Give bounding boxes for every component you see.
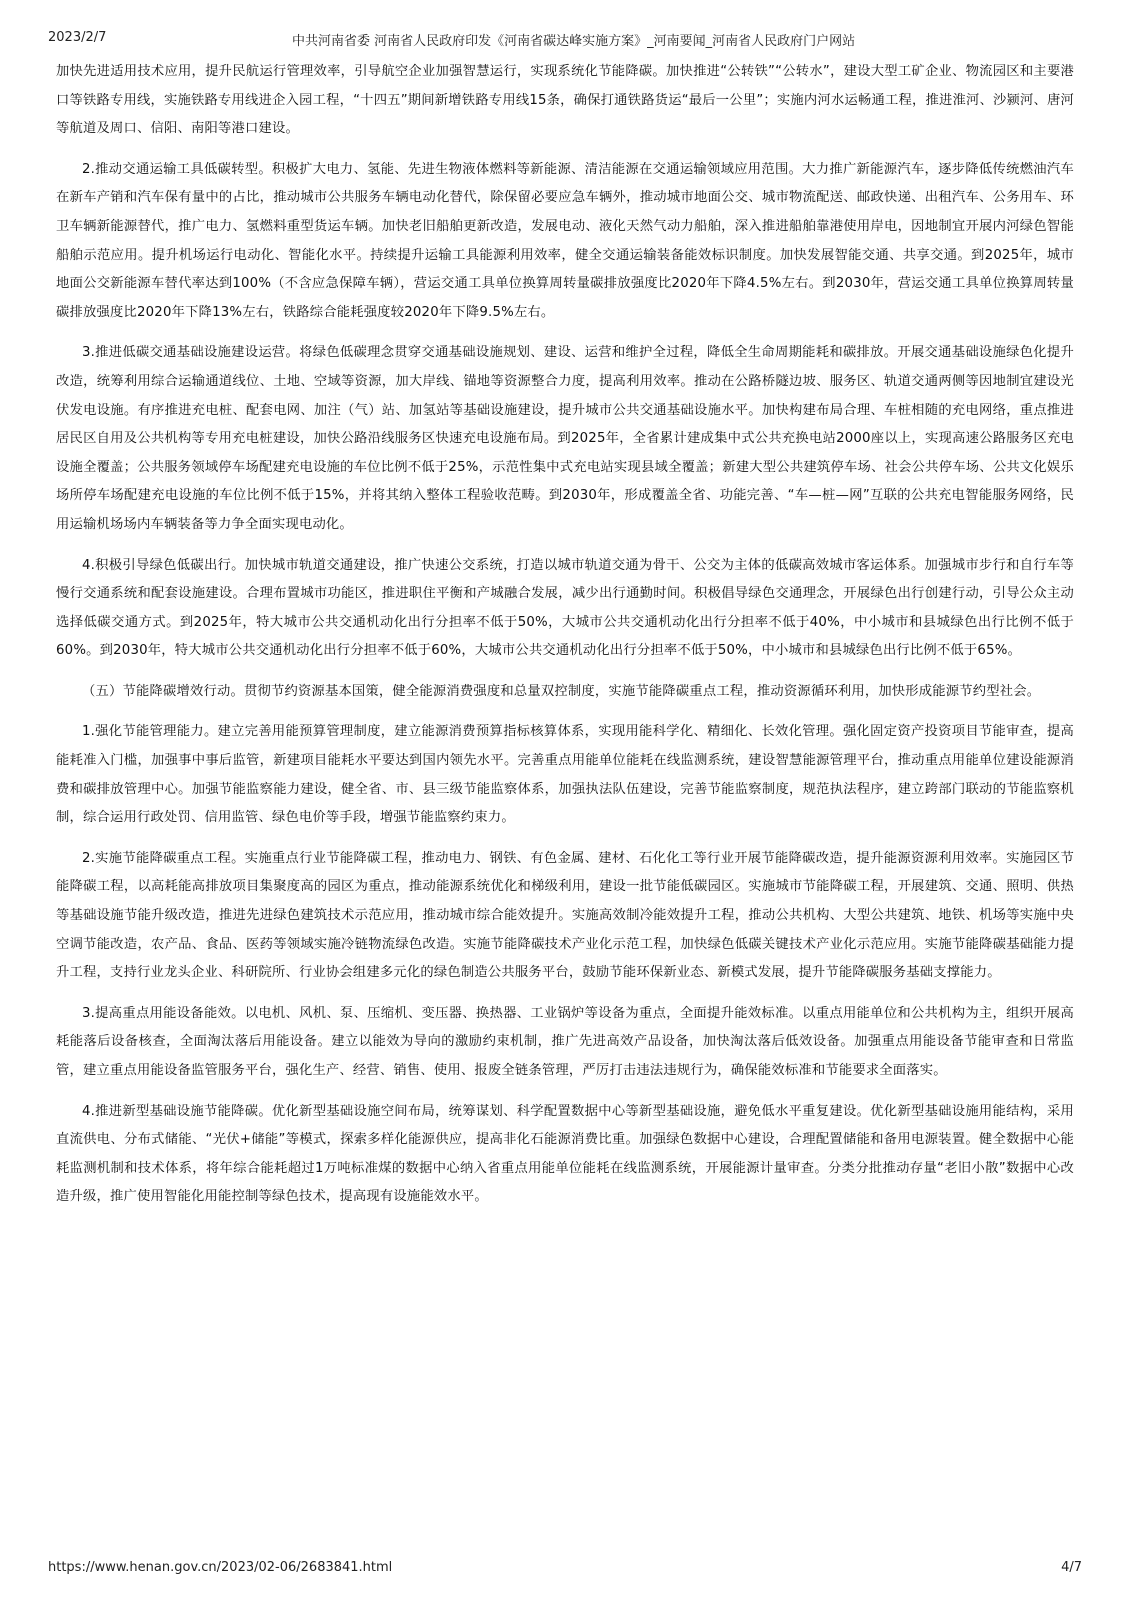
paragraph-transport-vehicles: 2.推动交通运输工具低碳转型。积极扩大电力、氢能、先进生物液体燃料等新能源、清洁能源在交通运输领域应用范围。大力推广新能源汽车，逐步降低传统燃油汽车在新车产销和汽车保有量中的占比，推动城市公共服务车辆电动化替代，除保留必要应急车辆外，推动城市地面公交、城市物流配送、邮政快递、出租汽车、公务用车、环卫车辆新能源替代，推广电力、氢燃料重型货运车辆。加快老旧船舶更新改造，发展电动、液化天然气动力船舶，深入推进船舶靠港使用岸电，因地制宜开展内河绿色智能船舶示范应用。提升机场运行电动化、智能化水平。持续提升运输工具能源利用效率，健全交通运输装备能效标识制度。加快发展智能交通、共享交通。到2025年，城市地面公交新能源车替代率达到100%（不含应急保障车辆），营运交通工具单位换算周转量碳排放强度比2020年下降4.5%左右。到2030年，营运交通工具单位换算周转量碳排放强度比2020年下降13%左右，铁路综合能耗强度较2020年下降9.5%左右。 [56,161,1074,320]
paragraph-energy-management: 1.强化节能管理能力。建立完善用能预算管理制度，建立能源消费预算指标核算体系，实现用能科学化、精细化、长效化管理。强化固定资产投资项目节能审查，提高能耗准入门槛，加强事中事后监管，新建项目能耗水平要达到国内领先水平。完善重点用能单位能耗在线监测系统，建设智慧能源管理平台，推动重点用能单位建设能源消费和碳排放管理中心。加强节能监察能力建设，健全省、市、县三级节能监察体系，加强执法队伍建设，完善节能监察制度，规范执法程序，建立跨部门联动的节能监察机制，综合运用行政处罚、信用监管、绿色电价等手段，增强节能监察约束力。 [56,724,1074,826]
footer-url: https://www.henan.gov.cn/2023/02-06/2683841.html [48,1560,393,1575]
paragraph-continuation: 加快先进适用技术应用，提升民航运行管理效率，引导航空企业加强智慧运行，实现系统化节能降碳。加快推进“公转铁”“公转水”，建设大型工矿企业、物流园区和主要港口等铁路专用线，实施铁路专用线进企入园工程，“十四五”期间新增铁路专用线15条，确保打通铁路货运“最后一公里”；实施内河水运畅通工程，推进淮河、沙颍河、唐河等航道及周口、信阳、南阳等港口建设。 [56,64,1074,137]
page-number: 4/7 [1061,1560,1082,1575]
article-body [56,58,1074,1224]
paragraph-equipment-efficiency: 3.提高重点用能设备能效。以电机、风机、泵、压缩机、变压器、换热器、工业锅炉等设备为重点，全面提升能效标准。以重点用能单位和公共机构为主，组织开展高耗能落后设备核查，全面淘汰落后用能设备。建立以能效为导向的激励约束机制，推广先进高效产品设备，加快淘汰落后低效设备。加强重点用能设备节能审查和日常监管，建立重点用能设备监管服务平台，强化生产、经营、销售、使用、报废全链条管理，严厉打击违法违规行为，确保能效标准和节能要求全面落实。 [56,1005,1074,1078]
paragraph-green-travel: 4.积极引导绿色低碳出行。加快城市轨道交通建设，推广快速公交系统，打造以城市轨道交通为骨干、公交为主体的低碳高效城市客运体系。加强城市步行和自行车等慢行交通系统和配套设施建设。合理布置城市功能区，推进职住平衡和产城融合发展，减少出行通勤时间。积极倡导绿色交通理念，开展绿色出行创建行动，引导公众主动选择低碳交通方式。到2025年，特大城市公共交通机动化出行分担率不低于50%，大城市公共交通机动化出行分担率不低于40%，中小城市和县城绿色出行比例不低于60%。到2030年，特大城市公共交通机动化出行分担率不低于60%，大城市公共交通机动化出行分担率不低于50%，中小城市和县城绿色出行比例不低于65%。 [56,557,1074,659]
paragraph-new-infrastructure: 4.推进新型基础设施节能降碳。优化新型基础设施空间布局，统筹谋划、科学配置数据中心等新型基础设施，避免低水平重复建设。优化新型基础设施用能结构，采用直流供电、分布式储能、“光伏+储能”等模式，探索多样化能源供应，提高非化石能源消费比重。加强绿色数据中心建设，合理配置储能和备用电源装置。健全数据中心能耗监测机制和技术体系，将年综合能耗超过1万吨标准煤的数据中心纳入省重点用能单位能耗在线监测系统，开展能源计量审查。分类分批推动存量“老旧小散”数据中心改造升级，推广使用智能化用能控制等绿色技术，提高现有设施能效水平。 [56,1103,1074,1205]
print-date: 2023/2/7 [48,30,107,45]
paragraph-low-carbon-infrastructure: 3.推进低碳交通基础设施建设运营。将绿色低碳理念贯穿交通基础设施规划、建设、运营和维护全过程，降低全生命周期能耗和碳排放。开展交通基础设施绿色化提升改造，统筹利用综合运输通道线位、土地、空域等资源，加大岸线、锚地等资源整合力度，提高利用效率。推动在公路桥隧边坡、服务区、轨道交通两侧等因地制宜建设光伏发电设施。有序推进充电桩、配套电网、加注（气）站、加氢站等基础设施建设，提升城市公共交通基础设施水平。加快构建布局合理、车桩相随的充电网络，重点推进居民区自用及公共机构等专用充电桩建设，加快公路沿线服务区快速充电设施布局。到2025年，全省累计建成集中式公共充换电站2000座以上，实现高速公路服务区充电设施全覆盖；公共服务领域停车场配建充电设施的车位比例不低于25%，示范性集中式充电站实现县域全覆盖；新建大型公共建筑停车场、社会公共停车场、公共文化娱乐场所停车场配建充电设施的车位比例不低于15%，并将其纳入整体工程验收范畴。到2030年，形成覆盖全省、功能完善、“车—桩—网”互联的公共充电智能服务网络，民用运输机场场内车辆装备等力争全面实现电动化。 [56,345,1074,532]
page-title: 中共河南省委 河南省人民政府印发《河南省碳达峰实施方案》_河南要闻_河南省人民政府门户网站 [292,34,856,49]
paragraph-key-projects: 2.实施节能降碳重点工程。实施重点行业节能降碳工程，推动电力、钢铁、有色金属、建材、石化化工等行业开展节能降碳改造，提升能源资源利用效率。实施园区节能降碳工程，以高耗能高排放项目集聚度高的园区为重点，推动能源系统优化和梯级利用，建设一批节能低碳园区。实施城市节能降碳工程，开展建筑、交通、照明、供热等基础设施节能升级改造，推进先进绿色建筑技术示范应用，推动城市综合能效提升。实施高效制冷能效提升工程，推动公共机构、大型公共建筑、地铁、机场等实施中央空调节能改造，农产品、食品、医药等领域实施冷链物流绿色改造。实施节能降碳技术产业化示范工程，加快绿色低碳关键技术产业化示范应用。实施节能降碳基础能力提升工程，支持行业龙头企业、科研院所、行业协会组建多元化的绿色制造公共服务平台，鼓励节能环保新业态、新模式发展，提升节能降碳服务基础支撑能力。 [56,850,1074,981]
paragraph-section-heading-five: （五）节能降碳增效行动。贯彻节约资源基本国策，健全能源消费强度和总量双控制度，实施节能降碳重点工程，推动资源循环利用，加快形成能源节约型社会。 [82,683,1041,699]
